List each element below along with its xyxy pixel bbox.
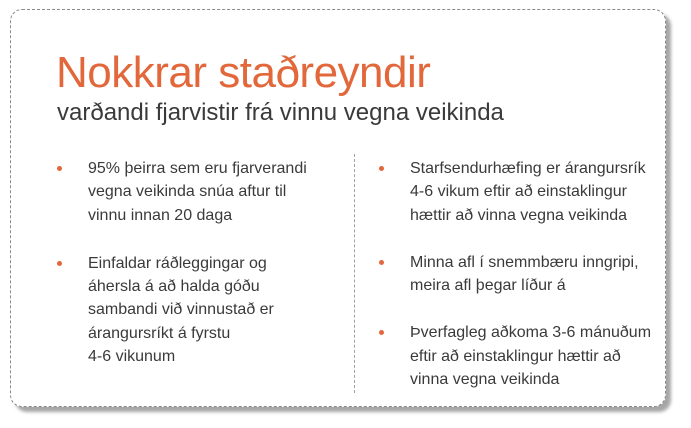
list-item (57, 252, 347, 368)
bullet-dot-icon (379, 260, 384, 265)
right-fact-list (379, 157, 674, 391)
bullet-dot-icon (379, 166, 384, 171)
bullet-dot-icon (379, 330, 384, 335)
column-divider (354, 154, 355, 393)
fact-text: Minna afl í snemmbæru inngripi, meira afl þegar líður á (410, 253, 639, 295)
bullet-dot-icon (57, 261, 62, 266)
card-subtitle: varðandi fjarvistir frá vinnu vegna veikinda (57, 99, 504, 126)
card-title: Nokkrar staðreyndir (56, 48, 431, 97)
fact-card (10, 9, 666, 407)
fact-text: 95% þeirra sem eru fjarverandi vegna veikinda snúa aftur til vinnu innan 20 daga (88, 160, 307, 224)
fact-text: Starfsendurhæfing er árangursrík 4-6 vikum eftir að einstaklingur hættir að vinna vegna veikinda (410, 160, 646, 224)
list-item (57, 157, 347, 227)
fact-text: Þverfagleg aðkoma 3-6 mánuðum eftir að einstaklingur hættir að vinna vegna veikinda (410, 324, 652, 389)
left-fact-list (57, 157, 347, 368)
list-item (379, 157, 674, 227)
list-item (379, 321, 674, 391)
list-item (379, 251, 674, 298)
bullet-dot-icon (57, 166, 62, 171)
fact-text: Einfaldar ráðleggingar og áhersla á að halda góðu sambandi við vinnustað er árangursríkt á fyrstu 4-6 vikunum (88, 254, 274, 366)
